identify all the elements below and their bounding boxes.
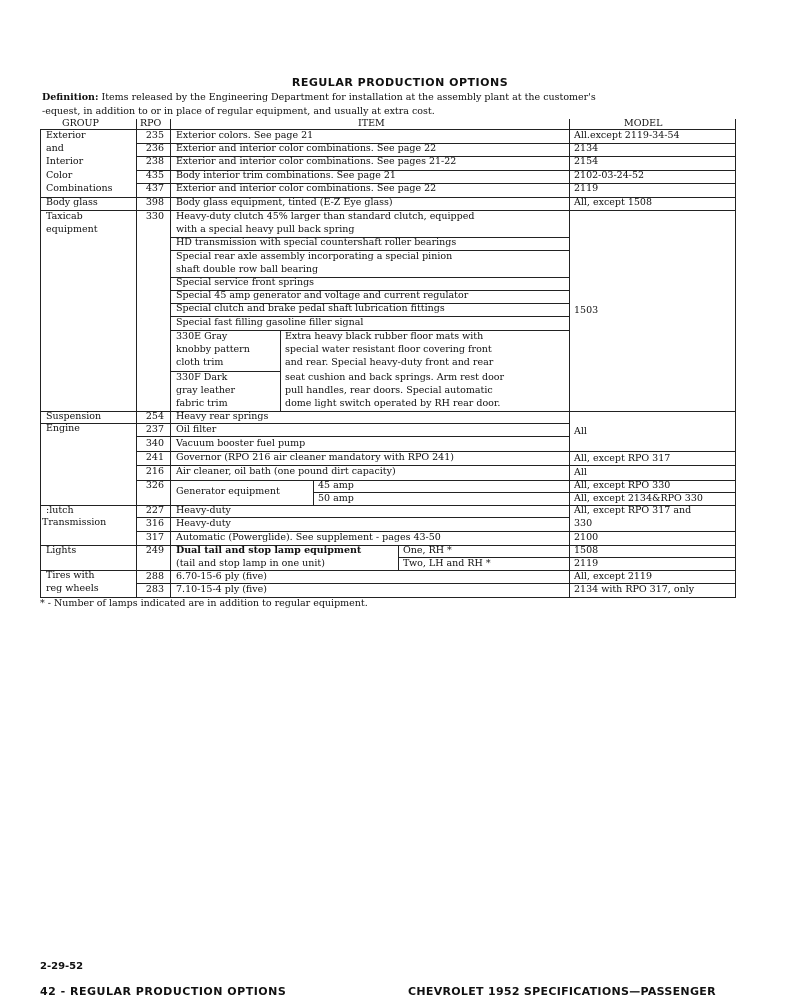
footer-left: 42 - REGULAR PRODUCTION OPTIONS xyxy=(40,985,287,998)
group-reg-wheels: reg wheels xyxy=(46,583,99,594)
item-330-line: Special 45 amp generator and voltage and current regulator xyxy=(176,290,469,301)
rpo-330: 330 xyxy=(145,211,164,222)
rpo-249: 249 xyxy=(145,545,164,556)
item-330-line: Heavy-duty clutch 45% larger than standard clutch, equipped xyxy=(176,211,475,222)
model-316-b: 330 xyxy=(574,518,593,529)
item-237: Oil filter xyxy=(176,424,217,435)
item-330-line: with a special heavy pull back spring xyxy=(176,224,355,235)
rule-row-254 xyxy=(40,423,569,424)
item-330-line: shaft double row ball bearing xyxy=(176,264,319,275)
model-241: All, except RPO 317 xyxy=(574,453,671,464)
rpo-216: 216 xyxy=(145,466,164,477)
group-tires: Tires with xyxy=(46,570,95,581)
item-249-line-2: (tail and stop lamp in one unit) xyxy=(176,558,325,569)
rpo-435: 435 xyxy=(145,170,164,181)
model-283: 2134 with RPO 317, only xyxy=(574,584,695,595)
trim-description: pull handles, rear doors. Special automatic xyxy=(285,385,493,396)
item-241: Governor (RPO 216 air cleaner mandatory with RPO 241) xyxy=(176,452,454,463)
rpo-316: 316 xyxy=(145,518,164,529)
item-330-line: Special service front springs xyxy=(176,277,315,288)
rpo-283: 283 xyxy=(145,584,164,595)
rpo-288: 288 xyxy=(145,571,164,582)
page-title: REGULAR PRODUCTION OPTIONS xyxy=(291,76,509,89)
rule-group-rpo xyxy=(136,119,137,597)
trim-description: dome light switch operated by RH rear door. xyxy=(285,398,501,409)
rpo-317: 317 xyxy=(145,532,164,543)
rule-left xyxy=(40,129,41,597)
model-216: All xyxy=(574,467,587,478)
item-238: Exterior and interior color combinations. See pages 21-22 xyxy=(176,156,457,167)
rule-right xyxy=(735,119,736,597)
item-249-line-1: Dual tail and stop lamp equipment xyxy=(176,545,362,556)
item-283: 7.10-15-4 ply (five) xyxy=(176,584,267,595)
group-interior: Interior xyxy=(46,156,84,167)
model-326-50: All, except 2134&RPO 330 xyxy=(574,493,703,504)
group-clutch: :lutch xyxy=(46,505,74,516)
item-316: Heavy-duty xyxy=(176,518,231,529)
item-330-line: Special clutch and brake pedal shaft lubrication fittings xyxy=(176,303,445,314)
generator-45-amp: 45 amp xyxy=(318,480,354,491)
rpo-241: 241 xyxy=(145,452,164,463)
model-all: All xyxy=(574,426,587,437)
rpo-237: 237 xyxy=(145,424,164,435)
item-330-line: Special fast filling gasoline filler signal xyxy=(176,317,364,328)
model-238: 2154 xyxy=(574,156,599,167)
item-235: Exterior colors. See page 21 xyxy=(176,130,314,141)
item-435: Body interior trim combinations. See page 21 xyxy=(176,170,396,181)
trim-option: knobby pattern xyxy=(176,344,250,355)
model-330: 1503 xyxy=(574,305,599,316)
group-and: and xyxy=(46,143,64,154)
rule-trim-split xyxy=(280,330,281,411)
footer-date: 2-29-52 xyxy=(40,961,84,972)
header-item: ITEM xyxy=(358,118,385,129)
trim-description: seat cushion and back springs. Arm rest door xyxy=(285,372,505,383)
rpo-340: 340 xyxy=(145,438,164,449)
trim-description: Extra heavy black rubber floor mats with xyxy=(285,331,484,342)
lamp-two-lh-rh: Two, LH and RH * xyxy=(403,558,491,569)
footnote: * - Number of lamps indicated are in addition to regular equipment. xyxy=(40,598,368,609)
item-330-line: Special rear axle assembly incorporating a special pinion xyxy=(176,251,453,262)
generator-50-amp: 50 amp xyxy=(318,493,354,504)
header-model: MODEL xyxy=(624,118,663,129)
item-216: Air cleaner, oil bath (one pound dirt capacity) xyxy=(176,466,396,477)
rpo-238: 238 xyxy=(145,156,164,167)
definition-line-1: Items released by the Engineering Department for installation at the assembly plant at the customer's xyxy=(101,92,596,103)
trim-option: 330F Dark xyxy=(176,372,228,383)
definition xyxy=(42,91,742,118)
group-engine: Engine xyxy=(46,423,80,434)
item-236: Exterior and interior color combinations. See page 22 xyxy=(176,143,437,154)
item-437: Exterior and interior color combinations. See page 22 xyxy=(176,183,437,194)
item-326: Generator equipment xyxy=(176,486,280,497)
rpo-437: 437 xyxy=(145,183,164,194)
item-398: Body glass equipment, tinted (E-Z Eye glass) xyxy=(176,197,393,208)
model-288: All, except 2119 xyxy=(574,571,652,582)
footer-right: CHEVROLET 1952 SPECIFICATIONS—PASSENGER xyxy=(408,985,716,998)
group-color: Color xyxy=(46,170,73,181)
rpo-254: 254 xyxy=(145,411,164,422)
model-398: All, except 1508 xyxy=(574,197,652,208)
model-437: 2119 xyxy=(574,183,599,194)
trim-description: and rear. Special heavy-duty front and rear xyxy=(285,357,494,368)
group-lights: Lights xyxy=(46,545,77,556)
model-249-two: 2119 xyxy=(574,558,599,569)
trim-option: gray leather xyxy=(176,385,236,396)
item-317: Automatic (Powerglide). See supplement - pages 43-50 xyxy=(176,532,441,543)
model-316-a: All, except RPO 317 and xyxy=(574,505,692,516)
model-249-one: 1508 xyxy=(574,545,599,556)
rpo-398: 398 xyxy=(145,197,164,208)
rule-row-237 xyxy=(136,436,569,437)
trim-option: 330E Gray xyxy=(176,331,228,342)
lamp-one-rh: One, RH * xyxy=(403,545,452,556)
definition-line-2: -equest, in addition to or in place of regular equipment, and usually at extra cost. xyxy=(42,105,435,117)
group-combinations: Combinations xyxy=(46,183,113,194)
item-227: Heavy-duty xyxy=(176,505,231,516)
model-435: 2102-03-24-52 xyxy=(574,170,645,181)
item-254: Heavy rear springs xyxy=(176,411,269,422)
group-taxicab-equipment: equipment xyxy=(46,224,98,235)
rpo-227: 227 xyxy=(145,505,164,516)
item-340: Vacuum booster fuel pump xyxy=(176,438,306,449)
group-transmission: Transmission xyxy=(42,517,107,528)
rpo-236: 236 xyxy=(145,143,164,154)
model-326-45: All, except RPO 330 xyxy=(574,480,671,491)
group-exterior: Exterior xyxy=(46,130,86,141)
model-236: 2134 xyxy=(574,143,599,154)
rule-rpo-item xyxy=(170,119,171,597)
model-317: 2100 xyxy=(574,532,599,543)
header-rpo: RPO xyxy=(140,118,162,129)
rule-item-model xyxy=(569,119,570,597)
item-288: 6.70-15-6 ply (five) xyxy=(176,571,267,582)
group-taxicab: Taxicab xyxy=(46,211,83,222)
trim-option: fabric trim xyxy=(176,398,228,409)
header-group: GROUP xyxy=(62,118,99,129)
model-235: All.except 2119-34-54 xyxy=(574,130,680,141)
rpo-235: 235 xyxy=(145,130,164,141)
rpo-326: 326 xyxy=(145,480,164,491)
group-body-glass: Body glass xyxy=(46,197,98,208)
trim-description: special water resistant floor covering front xyxy=(285,344,492,355)
group-suspension: Suspension xyxy=(46,411,102,422)
definition-label: Definition: xyxy=(42,92,99,103)
item-330-line: HD transmission with special countershaft roller bearings xyxy=(176,237,457,248)
trim-option: cloth trim xyxy=(176,357,224,368)
